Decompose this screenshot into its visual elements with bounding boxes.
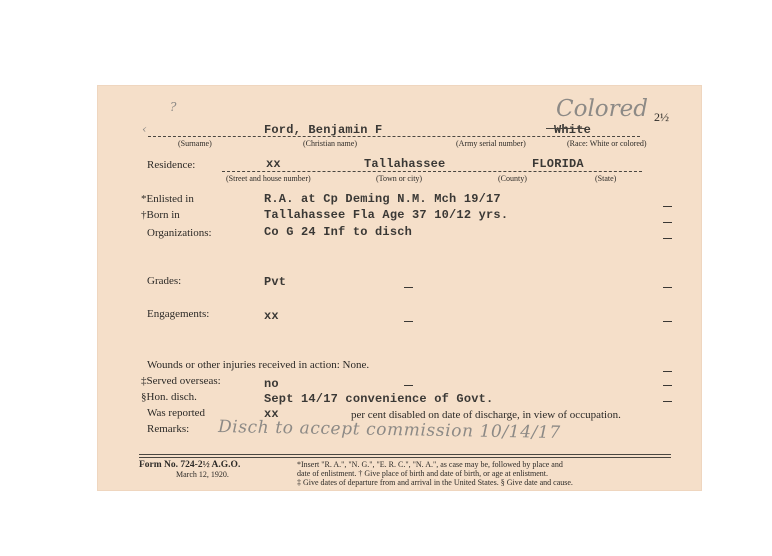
residence-town: Tallahassee <box>364 157 446 171</box>
organizations-label: Organizations: <box>147 227 212 239</box>
dash <box>663 321 672 322</box>
enlisted-label: *Enlisted in <box>141 193 194 205</box>
dash <box>663 287 672 288</box>
surname-caption: (Surname) <box>178 139 212 148</box>
pencil-stroke: ‹ <box>142 122 147 136</box>
dash <box>663 401 672 402</box>
residence-street: xx <box>266 157 281 171</box>
organizations-value: Co G 24 Inf to disch <box>264 225 413 239</box>
footnote-1: *Insert "R. A.", "N. G.", "E. R. C.", "N. A.", as case may be, followed by place and <box>297 460 563 469</box>
dash <box>663 238 672 239</box>
dash <box>663 222 672 223</box>
dash <box>404 287 413 288</box>
born-value: Tallahassee Fla Age 37 10/12 yrs. <box>264 208 509 222</box>
footnote-3: ‡ Give dates of departure from and arrival in the United States. § Give date and cause. <box>297 478 573 487</box>
race-typed: White <box>554 123 592 137</box>
dash <box>663 385 672 386</box>
footer-rule-bottom <box>139 457 671 458</box>
dash <box>663 206 672 207</box>
dash <box>404 321 413 322</box>
christian-name-caption: (Christian name) <box>303 139 357 148</box>
hon-disch-value: Sept 14/17 convenience of Govt. <box>264 392 494 406</box>
served-overseas-value: no <box>264 377 279 391</box>
footer-rule-top <box>139 454 671 455</box>
engagements-value: xx <box>264 309 279 323</box>
state-caption: (State) <box>595 174 617 183</box>
remarks-label: Remarks: <box>147 423 190 435</box>
form-number: Form No. 724-2½ A.G.O. <box>139 460 241 470</box>
remarks-handwritten: Disch to accept commission 10/14/17 <box>217 417 561 443</box>
form-date: March 12, 1920. <box>176 470 229 479</box>
race-handwritten-annotation: Colored <box>556 96 648 122</box>
name-rule <box>148 136 640 137</box>
pencil-mark: ? <box>170 100 177 114</box>
serial-caption: (Army serial number) <box>456 139 526 148</box>
was-reported-suffix: per cent disabled on date of discharge, in view of occupation. <box>351 409 621 421</box>
was-reported-label: Was reported <box>147 407 206 419</box>
hon-disch-label: §Hon. disch. <box>141 391 197 403</box>
dash <box>663 371 672 372</box>
dash <box>404 385 413 386</box>
grades-label: Grades: <box>147 275 182 287</box>
service-record-card <box>98 86 701 490</box>
county-caption: (County) <box>498 174 527 183</box>
town-caption: (Town or city) <box>376 174 423 183</box>
card-number: 2½ <box>654 110 669 124</box>
engagements-label: Engagements: <box>147 308 210 320</box>
street-caption: (Street and house number) <box>226 174 311 183</box>
residence-label: Residence: <box>147 159 196 171</box>
race-strikethrough <box>546 128 586 129</box>
enlisted-value: R.A. at Cp Deming N.M. Mch 19/17 <box>264 192 501 206</box>
grades-value: Pvt <box>264 275 287 289</box>
served-overseas-label: ‡Served overseas: <box>141 375 221 387</box>
wounds-label: Wounds or other injuries received in action: None. <box>147 359 370 371</box>
residence-rule <box>222 171 642 172</box>
footnote-2: date of enlistment. † Give place of birth and date of birth, or age at enlistment. <box>297 469 549 478</box>
was-reported-value: xx <box>264 407 279 421</box>
soldier-name: Ford, Benjamin F <box>264 123 383 137</box>
born-label: †Born in <box>141 209 180 221</box>
race-caption: (Race: White or colored) <box>567 139 647 148</box>
residence-state: FLORIDA <box>532 157 584 171</box>
